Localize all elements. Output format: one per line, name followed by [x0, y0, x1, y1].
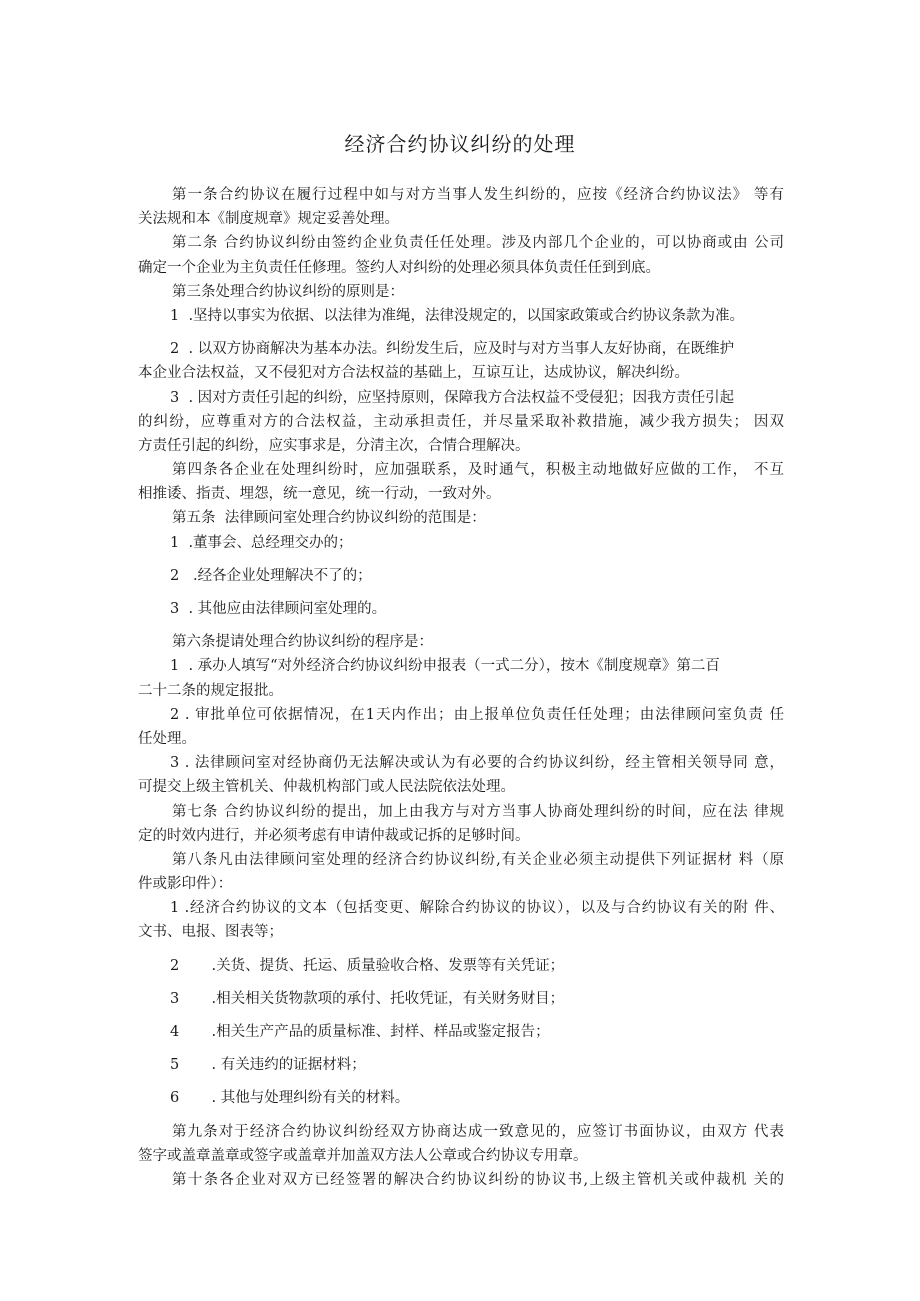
paragraph-line: 文书、电报、图表等；: [138, 924, 283, 941]
paragraph-line: 第八条凡由法律顾问室处理的经济合约协议纠纷,有关企业必须主动提供下列证据材 料（原: [172, 851, 784, 868]
paragraph-line: 第七条 合约协议纠纷的提出，加上由我方与对方当事人协商处理纠纷的时间，应在法 律规: [172, 803, 784, 820]
paragraph-line: 件或影印件）：: [138, 876, 233, 893]
paragraph-line: 6 . 其他与处理纠纷有关的材料。: [170, 1090, 410, 1107]
paragraph-line: 第二条 合约协议纠纷由签约企业负责任任处理。涉及内部几个企业的，可以协商或由 公司: [172, 235, 784, 252]
paragraph-line: 相推诿、指责、埋怨，统一意见，统一行动，一致对外。: [138, 486, 501, 503]
paragraph-line: 二十二条的规定报批。: [138, 682, 283, 699]
paragraph-line: 签字或盖章盖章或签字或盖章并加盖双方法人公章或合约协议专用章。: [138, 1147, 588, 1164]
paragraph-line: 4 .相关生产产品的质量标准、封样、样品或鉴定报告；: [170, 1024, 550, 1040]
paragraph-line: 第九条对于经济合约协议纠纷经双方协商达成一致意见的，应签订书面协议，由双方 代表: [172, 1123, 784, 1140]
paragraph-line: 可提交上级主管机关、仲裁机构部门或人民法院依法处理。: [138, 779, 515, 796]
document-body: [138, 183, 784, 1192]
paragraph-line: 本企业合法权益，又不侵犯对方合法权益的基础上，互谅互让，达成协议，解决纠纷。: [138, 365, 689, 382]
paragraph-line: 第三条处理合约协议纠纷的原则是：: [172, 283, 404, 300]
paragraph-line: 5 . 有关违约的证据材料；: [170, 1057, 366, 1074]
paragraph-line: 任处理。: [138, 730, 196, 747]
paragraph-line: 2 .经各企业处理解决不了的；: [170, 567, 372, 584]
paragraph-line: 定的时效内进行，并必须考虑有申请仲裁或记拆的足够时间。: [138, 827, 530, 844]
paragraph-line: 1 .坚持以事实为依据、以法律为准绳，法律没规定的，以国家政策或合约协议条款为准。: [170, 307, 745, 324]
paragraph-line: 3 .相关相关货物款项的承付、托收凭证，有关财务财目；: [170, 990, 565, 1007]
paragraph-line: 3 . 其他应由法律顾问室处理的。: [170, 601, 387, 617]
paragraph-line: 1 .经济合约协议的文本（包括变更、解除合约协议的协议），以及与合约协议有关的附 件、: [170, 900, 784, 917]
paragraph-line: 第四条各企业在处理纠纷时，应加强联系，及时通气，积极主动地做好应做的工作， 不互: [172, 462, 784, 479]
paragraph-line: 第六条提请处理合约协议纠纷的程序是：: [172, 634, 433, 651]
paragraph-line: 确定一个企业为主负责任任修理。签约人对纠纷的处理必须具体负责任任到到底。: [138, 259, 660, 276]
paragraph-line: 2 .关货、提货、托运、质量验收合格、发票等有关凭证；: [170, 957, 565, 974]
paragraph-line: 方责任引起的纠纷，应实事求是，分清主次，合情合理解决。: [138, 437, 530, 454]
paragraph-line: 第十条各企业对双方已经签署的解决合约协议纠纷的协议书,上级主管机关或仲裁机 关的: [172, 1171, 784, 1188]
paragraph-line: 第一条合约协议在履行过程中如与对方当事人发生纠纷的，应按《经济合约协议法》 等有: [172, 187, 784, 203]
paragraph-line: 第五条 法律顾问室处理合约协议纠纷的范围是：: [172, 510, 486, 527]
paragraph-line: 的纠纷，应尊重对方的合法权益，主动承担责任，并尽量采取补救措施，减少我方损失； 因双: [138, 413, 784, 430]
paragraph-line: 2 . 以双方协商解决为基本办法。纠纷发生后，应及时与对方当事人友好协商，在既维护: [170, 341, 735, 358]
paragraph-line: 3 . 法律顾问室对经协商仍无法解决或认为有必要的合约协议纠纷，经主管相关领导同 意，: [170, 755, 784, 772]
document-title: 经济合约协议纠纷的处理: [344, 132, 576, 156]
paragraph-line: 1 .董事会、总经理交办的；: [170, 534, 353, 551]
paragraph-line: 1 . 承办人填写“对外经济合约协议纠纷申报表（一式二分），按木《制度规章》第二百: [170, 658, 720, 675]
paragraph-line: 3 . 因对方责任引起的纠纷，应坚持原则，保障我方合法权益不受侵犯；因我方责任引起: [170, 389, 735, 406]
paragraph-line: 关法规和本《制度规章》规定妥善处理。: [138, 211, 399, 228]
paragraph-line: 2 . 审批单位可依据情况，在1天内作出；由上报单位负责任任处理；由法律顾问室负责 任: [170, 706, 784, 723]
